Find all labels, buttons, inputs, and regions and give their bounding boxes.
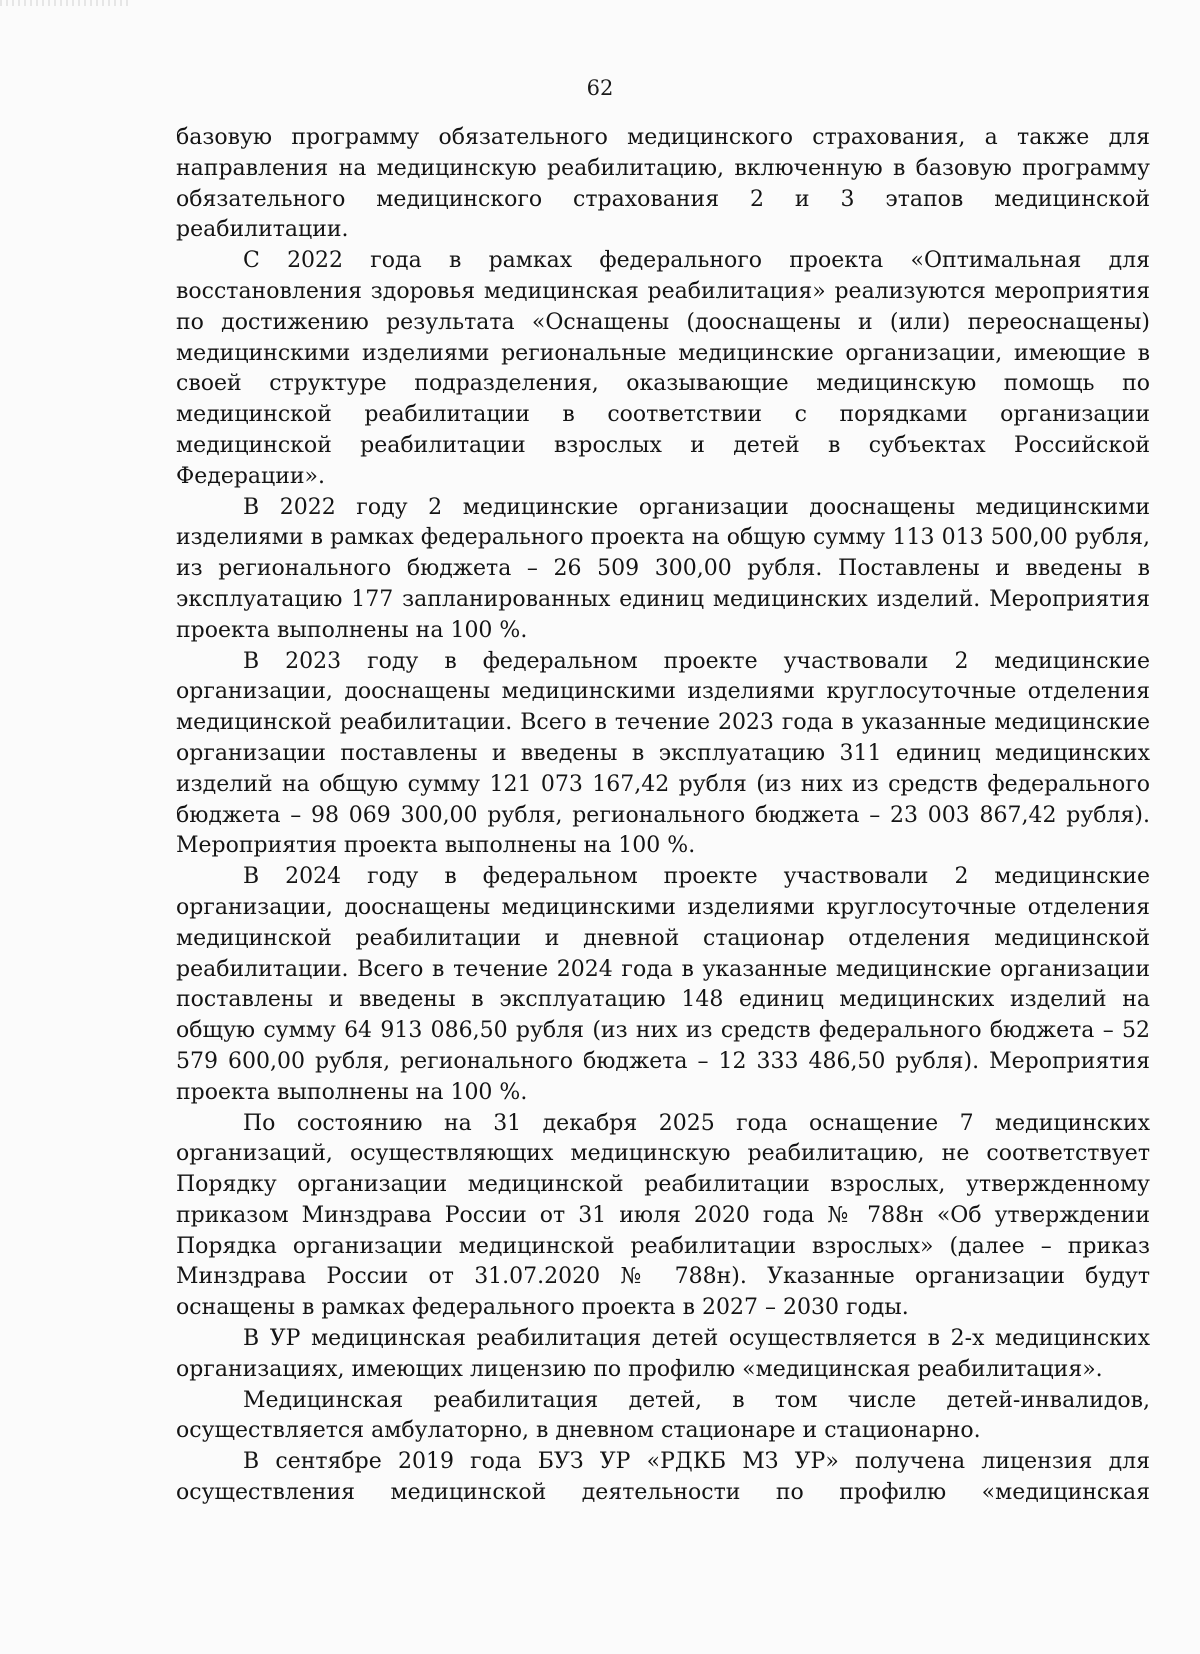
paragraph-children-rehab: В УР медицинская реабилитация детей осуществляется в 2-х медицинских организациях, имеющих лицензию по профилю «медицинская реабилитация». [176,1326,1150,1382]
paragraph-2022: В 2022 году 2 медицинские организации дооснащены медицинскими изделиями в рамках федерального проекта на общую сумму 113 013 500,00 рубля, из регионального бюджета – 26 509 300,00 рубля. Поставлены и введены в эксплуатацию 177 запланированных единиц медицинских изделий. Мероприятия проекта выполнены на 100 %. [176,494,1150,643]
page-number: 62 [586,76,614,100]
paragraph-license-2019: В сентябре 2019 года БУЗ УР «РДКБ МЗ УР» получена лицензия для осуществления медицинской деятельности по профилю «медицинская [176,1449,1150,1506]
document-body [176,123,1150,1509]
paragraph-federal-project: С 2022 года в рамках федерального проекта «Оптимальная для восстановления здоровья медицинская реабилитация» реализуются мероприятия по достижению результата «Оснащены (дооснащены и (или) переоснащены) медицинскими изделиями региональные медицинские организации, имеющие в своей структуре подразделения, оказывающие медицинскую помощь по медицинской реабилитации в соответствии с порядками организации медицинской реабилитации взрослых и детей в субъектах Российской Федерации». [176,248,1150,489]
paragraph-children-disabled: Медицинская реабилитация детей, в том числе детей-инвалидов, осуществляется амбулаторно, в дневном стационаре и стационарно. [176,1387,1150,1444]
paragraph-continuation: базовую программу обязательного медицинского страхования, а также для направления на медицинскую реабилитацию, включенную в базовую программу обязательного медицинского страхования 2 и 3 этапов медицинской реабилитации. [176,125,1150,243]
scan-artifact [0,0,130,6]
paragraph-2025-status: По состоянию на 31 декабря 2025 года оснащение 7 медицинских организаций, осуществляющих медицинскую реабилитацию, не соответствует Порядку организации медицинской реабилитации взрослых, утвержденному приказом Минздрава России от 31 июля 2020 года № 788н «Об утверждении Порядка организации медицинской реабилитации взрослых» (далее – приказ Минздрава России от 31.07.2020 № 788н). Указанные организации будут оснащены в рамках федерального проекта в 2027 – 2030 годы. [176,1110,1150,1321]
paragraph-2024: В 2024 году в федеральном проекте участвовали 2 медицинские организации, дооснащены медицинскими изделиями круглосуточные отделения медицинской реабилитации и дневной стационар отделения медицинской реабилитации. Всего в течение 2024 года в указанные медицинские организации поставлены и введены в эксплуатацию 148 единиц медицинских изделий на общую сумму 64 913 086,50 рубля (из них из средств федерального бюджета – 52 579 600,00 рубля, регионального бюджета – 12 333 486,50 рубля). Мероприятия проекта выполнены на 100 %. [176,864,1150,1105]
paragraph-2023: В 2023 году в федеральном проекте участвовали 2 медицинские организации, дооснащены медицинскими изделиями круглосуточные отделения медицинской реабилитации. Всего в течение 2023 года в указанные медицинские организации поставлены и введены в эксплуатацию 311 единиц медицинских изделий на общую сумму 121 073 167,42 рубля (из них из средств федерального бюджета – 98 069 300,00 рубля, регионального бюджета – 23 003 867,42 рубля). Мероприятия проекта выполнены на 100 %. [176,648,1150,859]
